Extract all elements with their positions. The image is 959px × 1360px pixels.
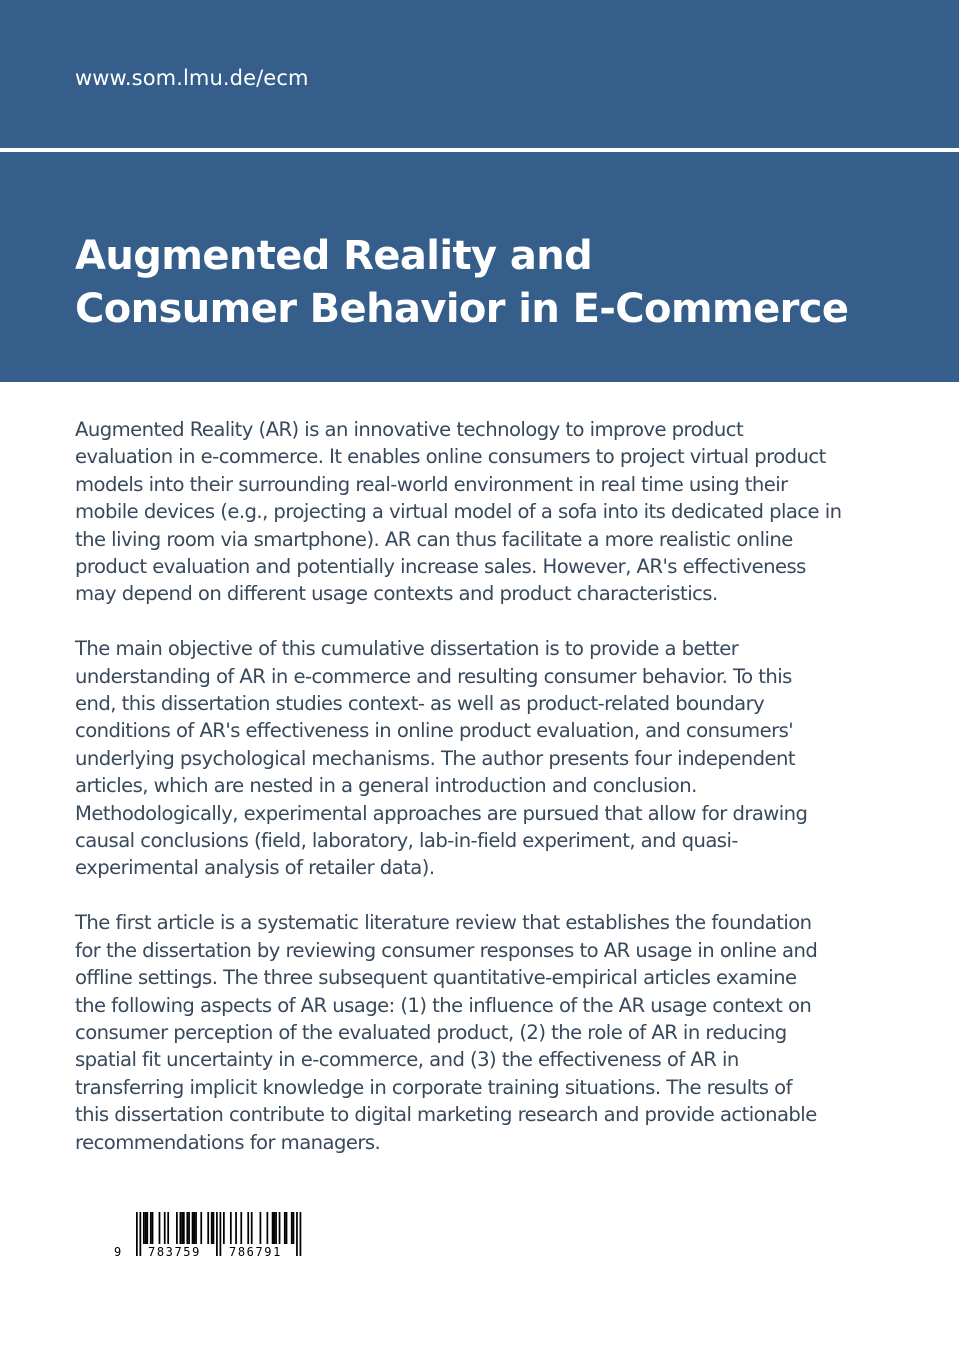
book-title bbox=[75, 230, 848, 336]
blurb-paragraph-2: The main objective of this cumulative dissertation is to provide a better understanding of AR in e-commerce and resulting consumer behavior. To this end, this dissertation studies context- as well as product-related boundary conditions of AR's effectiveness in online product evaluation, and consumers' underlying psychological mechanisms. The author presents four independent articles, which are nested in a general introduction and conclusion. Methodologically, experimental approaches are pursued that allow for drawing causal conclusions (field, laboratory, lab-in-field experiment, and quasi- experimental analysis of retailer data). bbox=[75, 637, 808, 880]
barcode-bar bbox=[223, 1212, 225, 1244]
publisher-url: www.som.lmu.de/ecm bbox=[75, 66, 309, 90]
barcode-bar bbox=[267, 1212, 269, 1244]
barcode-bar bbox=[291, 1212, 293, 1244]
barcode-bar bbox=[286, 1212, 288, 1244]
barcode-bar bbox=[150, 1212, 152, 1244]
barcode-bar bbox=[284, 1212, 286, 1244]
barcode-bar bbox=[230, 1212, 232, 1244]
barcode-bar bbox=[273, 1212, 275, 1244]
barcode-digits-right: 786791 bbox=[229, 1245, 282, 1259]
blurb-paragraph-3: The first article is a systematic literature review that establishes the foundation for the dissertation by reviewing consumer responses to AR usage in online and offline settings. The three subsequent quantitative-empirical articles examine the following aspects of AR usage: (1) the influence of the AR usage context on consumer perception of the evaluated product, (2) the role of AR in reducing spatial fit uncertainty in e-commerce, and (3) the effectiveness of AR in transferring implicit knowledge in corporate training situations. The results of this dissertation contribute to digital marketing research and provide actionable recommendations for managers. bbox=[75, 911, 818, 1154]
barcode-bar bbox=[136, 1212, 138, 1256]
barcode-bar bbox=[235, 1212, 237, 1244]
barcode-bar bbox=[183, 1212, 185, 1244]
barcode-bar bbox=[152, 1212, 154, 1244]
barcode-bar bbox=[260, 1212, 262, 1244]
barcode-bar bbox=[164, 1212, 166, 1244]
barcode-bar bbox=[296, 1212, 298, 1256]
barcode-bar bbox=[240, 1212, 242, 1244]
barcode-bar bbox=[181, 1212, 183, 1244]
barcode-bar bbox=[275, 1212, 277, 1244]
book-title-line-2: Consumer Behavior in E-Commerce bbox=[75, 286, 849, 332]
barcode-bar bbox=[192, 1212, 194, 1244]
barcode-bar bbox=[188, 1212, 190, 1244]
barcode-bar bbox=[193, 1212, 195, 1244]
barcode-bar bbox=[195, 1212, 197, 1244]
barcode-bar bbox=[186, 1212, 188, 1244]
barcode-bar bbox=[143, 1212, 145, 1244]
barcode-bar bbox=[220, 1212, 222, 1256]
barcode-bar bbox=[216, 1212, 218, 1256]
barcode-bar bbox=[247, 1212, 249, 1244]
barcode-bar bbox=[167, 1212, 169, 1244]
barcode-bar bbox=[213, 1212, 215, 1244]
barcode-bar bbox=[159, 1212, 161, 1244]
isbn-barcode bbox=[112, 1212, 302, 1262]
barcode-bar bbox=[180, 1212, 182, 1244]
barcode-bar bbox=[146, 1212, 148, 1244]
barcode-bar bbox=[200, 1212, 202, 1244]
barcode-digits-left: 783759 bbox=[148, 1245, 201, 1259]
book-title-line-1: Augmented Reality and bbox=[75, 233, 593, 279]
barcode-bar bbox=[207, 1212, 209, 1244]
barcode-bar bbox=[293, 1212, 295, 1244]
blurb-paragraph-1: Augmented Reality (AR) is an innovative technology to improve product evaluation in e-commerce. It enables online consumers to project virtual product models into their surrounding real-world environment in real time using their mobile devices (e.g., projecting a virtual model of a sofa into its dedicated place in the living room via smartphone). AR can thus facilitate a more realistic online product evaluation and potentially increase sales. However, AR's effectiveness may depend on different usage contexts and product characteristics. bbox=[75, 418, 842, 606]
barcode-bar bbox=[145, 1212, 147, 1244]
blurb bbox=[75, 416, 885, 1183]
barcode-digit-first: 9 bbox=[114, 1245, 123, 1259]
barcode-bar bbox=[300, 1212, 302, 1256]
barcode-bar bbox=[251, 1212, 253, 1244]
barcode-bar bbox=[176, 1212, 178, 1244]
barcode-bar bbox=[139, 1212, 141, 1256]
barcode-bar bbox=[272, 1212, 274, 1244]
barcode-bar bbox=[279, 1212, 281, 1244]
barcode-bar bbox=[211, 1212, 213, 1244]
